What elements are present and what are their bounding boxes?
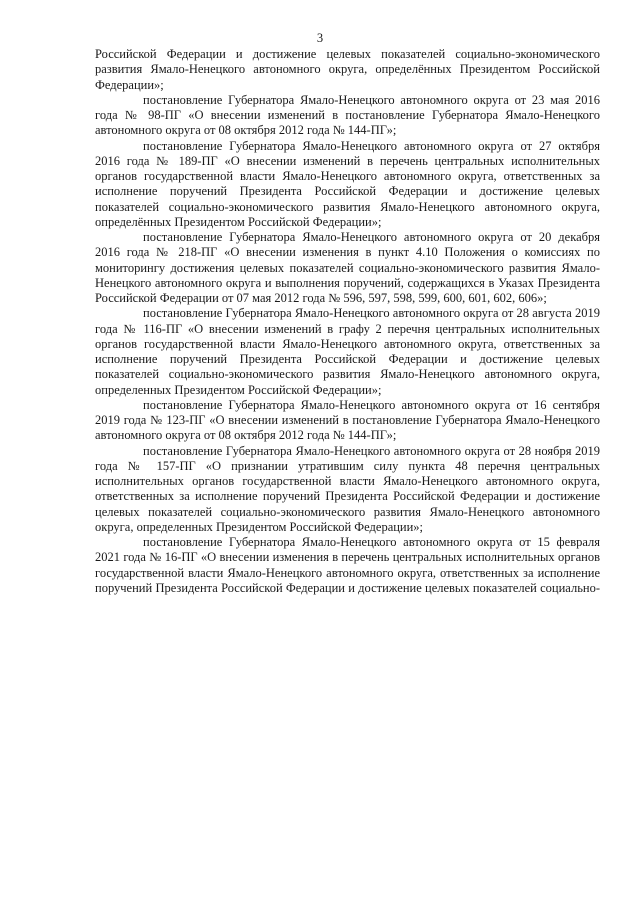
paragraph-resolution-157-pg: постановление Губернатора Ямало-Ненецкого автономного округа от 28 ноября 2019 года № 157-ПГ «О признании утратившим силу пункта 48 перечня центральных исполнительных органов государственной власти Ямало-Ненецкого автономного округа, ответственных за исполнение поручений Президента Российской Федерации и достижение целевых показателей социально-экономического развития Ямало-Ненецкого автономного округа, определенных Президентом Российской Федерации»; [95, 443, 600, 534]
page-number: 3 [316, 31, 324, 45]
document-body [95, 47, 600, 596]
paragraph-continuation: Российской Федерации и достижение целевых показателей социально-экономического развития Ямало-Ненецкого автономного округа, определённых Президентом Российской Федерации»; [95, 47, 600, 92]
paragraph-resolution-98-pg: постановление Губернатора Ямало-Ненецкого автономного округа от 23 мая 2016 года № 98-ПГ «О внесении изменений в постановление Губернатора Ямало-Ненецкого автономного округа от 08 октября 2012 года № 144-ПГ»; [95, 92, 600, 138]
paragraph-resolution-116-pg: постановление Губернатора Ямало-Ненецкого автономного округа от 28 августа 2019 года № 116-ПГ «О внесении изменений в графу 2 перечня центральных исполнительных органов государственной власти Ямало-Ненецкого автономного округа, ответственных за исполнение поручений Президента Российской Федерации и достижение целевых показателей социально-экономического развития Ямало-Ненецкого автономного округа, определенных Президентом Российской Федерации»; [95, 306, 600, 397]
paragraph-resolution-16-pg: постановление Губернатора Ямало-Ненецкого автономного округа от 15 февраля 2021 года № 16-ПГ «О внесении изменения в перечень центральных исполнительных органов государственной власти Ямало-Ненецкого автономного округа, ответственных за исполнение поручений Президента Российской Федерации и достижение целевых показателей социально- [95, 535, 600, 595]
paragraph-resolution-123-pg: постановление Губернатора Ямало-Ненецкого автономного округа от 16 сентября 2019 года № 123-ПГ «О внесении изменений в постановление Губернатора Ямало-Ненецкого автономного округа от 08 октября 2012 года № 144-ПГ»; [95, 397, 600, 443]
paragraph-resolution-218-pg: постановление Губернатора Ямало-Ненецкого автономного округа от 20 декабря 2016 года № 218-ПГ «О внесении изменения в пункт 4.10 Положения о комиссиях по мониторингу достижения целевых показателей социально-экономического развития Ямало-Ненецкого автономного округа и выполнения поручений, содержащихся в Указах Президента Российской Федерации от 07 мая 2012 года № 596, 597, 598, 599, 600, 601, 602, 606»; [95, 230, 600, 305]
paragraph-resolution-189-pg: постановление Губернатора Ямало-Ненецкого автономного округа от 27 октября 2016 года № 189-ПГ «О внесении изменений в перечень центральных исполнительных органов государственной власти Ямало-Ненецкого автономного округа, ответственных за исполнение поручений Президента Российской Федерации и достижение целевых показателей социально-экономического развития Ямало-Ненецкого автономного округа, определённых Президентом Российской Федерации»; [95, 138, 600, 229]
